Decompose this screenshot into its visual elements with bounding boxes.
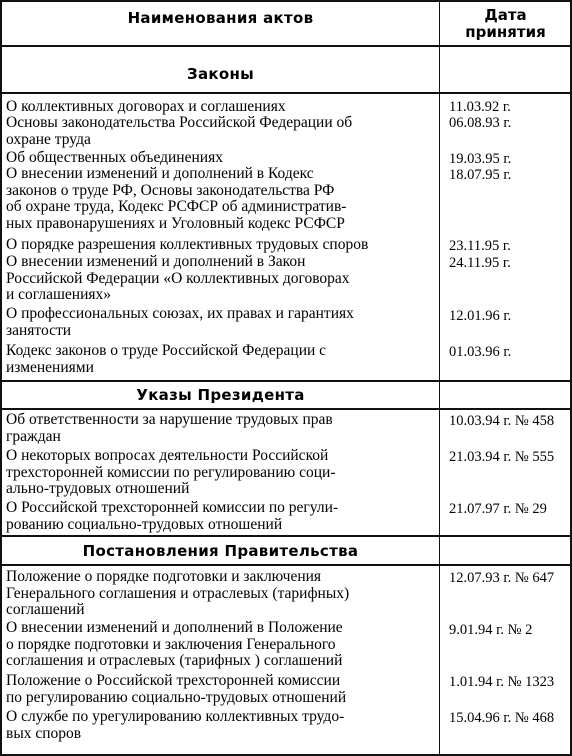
act-name: О внесении изменений и дополнений в Закон Российской Федерации «О коллективных договорах и соглашениях» bbox=[6, 253, 350, 304]
section-title: Указы Президента bbox=[136, 386, 305, 404]
act-date: 24.11.95 г. bbox=[449, 255, 511, 271]
act-date: 21.03.94 г. № 555 bbox=[449, 449, 555, 465]
section-title: Законы bbox=[187, 65, 254, 83]
act-date: 21.07.97 г. № 29 bbox=[449, 501, 547, 517]
act-date: 15.04.96 г. № 468 bbox=[449, 710, 555, 726]
act-date: 23.11.95 г. bbox=[449, 238, 511, 254]
act-name: Положение о Российской трехсторонней комиссии по регулированию социально-трудовых отношений bbox=[6, 672, 347, 706]
section-divider bbox=[2, 92, 570, 94]
header-divider bbox=[2, 45, 570, 47]
act-date: 10.03.94 г. № 458 bbox=[449, 413, 555, 429]
act-name: О внесении изменений и дополнений в Кодекс законов о труде РФ, Основы законодательства РФ об охране труда, Кодекс РСФСР об административ- ных правонарушениях и Уголовный кодекс РСФСР bbox=[6, 165, 347, 232]
act-date: 19.03.95 г. bbox=[449, 151, 512, 167]
act-name: О Российской трехсторонней комиссии по регули- рованию социально-трудовых отношений bbox=[6, 499, 339, 533]
act-name: Об ответственности за нарушение трудовых прав граждан bbox=[6, 411, 333, 445]
act-name: Кодекс законов о труде Российской Федерации с изменениями bbox=[6, 342, 327, 376]
column-header-date-line2: принятия bbox=[465, 23, 546, 41]
act-name: О профессиональных союзах, их правах и гарантиях занятости bbox=[6, 305, 354, 339]
act-date: 12.01.96 г. bbox=[449, 308, 512, 324]
act-date: 9.01.94 г. № 2 bbox=[449, 622, 533, 638]
section-divider bbox=[2, 380, 570, 382]
act-date: 06.08.93 г. bbox=[449, 115, 512, 131]
column-header-date bbox=[439, 7, 572, 41]
act-name: Положение о порядке подготовки и заключения Генерального соглашения и отраслевых (тарифных) соглашений bbox=[6, 568, 350, 619]
act-name: Об общественных объединениях bbox=[6, 149, 223, 166]
act-name: О некоторых вопросах деятельности Российской трехсторонней комиссии по регулированию соци- ально-трудовых отношений bbox=[6, 447, 336, 498]
act-name: О порядке разрешения коллективных трудовых споров bbox=[6, 236, 369, 253]
column-divider bbox=[439, 2, 440, 754]
act-name: О внесении изменений и дополнений в Положение о порядке подготовки и заключения Генерального соглашения и отраслевых (тарифных ) соглашений bbox=[6, 619, 343, 670]
act-date: 12.07.93 г. № 647 bbox=[449, 570, 555, 586]
section-title: Постановления Правительства bbox=[82, 542, 359, 560]
act-date: 18.07.95 г. bbox=[449, 167, 512, 183]
column-header-name: Наименования актов bbox=[127, 9, 314, 27]
section-divider bbox=[2, 408, 570, 410]
section-divider bbox=[2, 564, 570, 566]
act-name: О службе по урегулированию коллективных трудо- вых споров bbox=[6, 708, 345, 742]
act-name: Основы законодательства Российской Федерации об охране труда bbox=[6, 114, 353, 148]
act-date: 1.01.94 г. № 1323 bbox=[449, 674, 555, 690]
act-date: 01.03.96 г. bbox=[449, 344, 512, 360]
act-date: 11.03.92 г. bbox=[449, 99, 511, 115]
section-divider bbox=[2, 535, 570, 537]
column-header-date-line1: Дата bbox=[484, 6, 527, 24]
act-name: О коллективных договорах и соглашениях bbox=[6, 98, 286, 115]
